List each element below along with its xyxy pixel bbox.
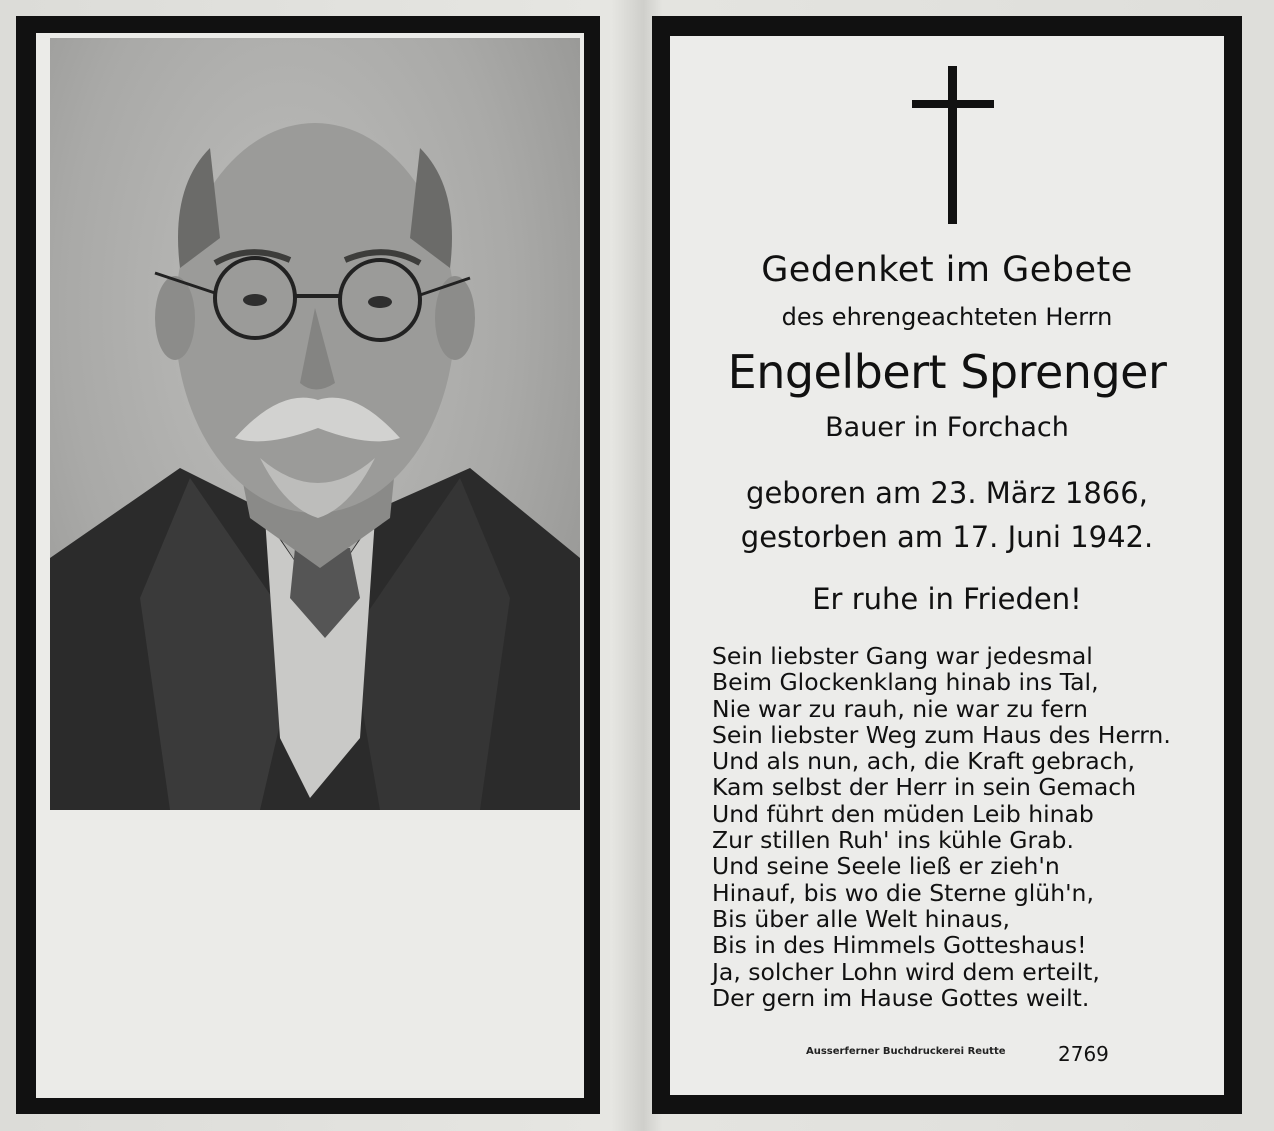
portrait-photo <box>50 38 580 810</box>
poem-line: Und führt den müden Leib hinab <box>712 799 1094 828</box>
cross-icon <box>912 66 994 224</box>
poem-line: Und als nun, ach, die Kraft gebrach, <box>712 747 1135 776</box>
poem-line: Hinauf, bis wo die Sterne glüh'n, <box>712 878 1094 907</box>
poem-line: Nie war zu rauh, nie war zu fern <box>712 694 1088 723</box>
rest-in-peace: Er ruhe in Frieden! <box>812 582 1082 616</box>
poem-line: Bis in des Himmels Gotteshaus! <box>712 931 1087 960</box>
poem-line: Kam selbst der Herr in sein Gemach <box>712 773 1137 802</box>
poem-line: Bis über alle Welt hinaus, <box>712 904 1011 933</box>
portrait-illustration <box>50 38 580 810</box>
poem-line: Sein liebster Weg zum Haus des Herrn. <box>712 720 1171 749</box>
death-date: gestorben am 17. Juni 1942. <box>740 520 1154 554</box>
printer-imprint: Ausserferner Buchdruckerei Reutte <box>806 1046 1006 1057</box>
birth-date: geboren am 23. März 1866, <box>746 476 1148 510</box>
poem-line: Sein liebster Gang war jedesmal <box>712 642 1093 670</box>
deceased-occupation: Bauer in Forchach <box>825 412 1069 443</box>
poem-line: Ja, solcher Lohn wird dem erteilt, <box>712 957 1100 986</box>
print-number: 2769 <box>1058 1042 1109 1066</box>
deceased-name: Engelbert Sprenger <box>727 345 1167 399</box>
poem-line: Zur stillen Ruh' ins kühle Grab. <box>712 826 1074 855</box>
poem-line: Der gern im Hause Gottes weilt. <box>712 983 1090 1012</box>
poem <box>712 643 1212 1011</box>
card-subheading: des ehrengeachteten Herrn <box>781 303 1113 331</box>
card-heading: Gedenket im Gebete <box>761 250 1133 290</box>
poem-line: Beim Glockenklang hinab ins Tal, <box>712 668 1099 697</box>
poem-line: Und seine Seele ließ er zieh'n <box>712 852 1060 881</box>
